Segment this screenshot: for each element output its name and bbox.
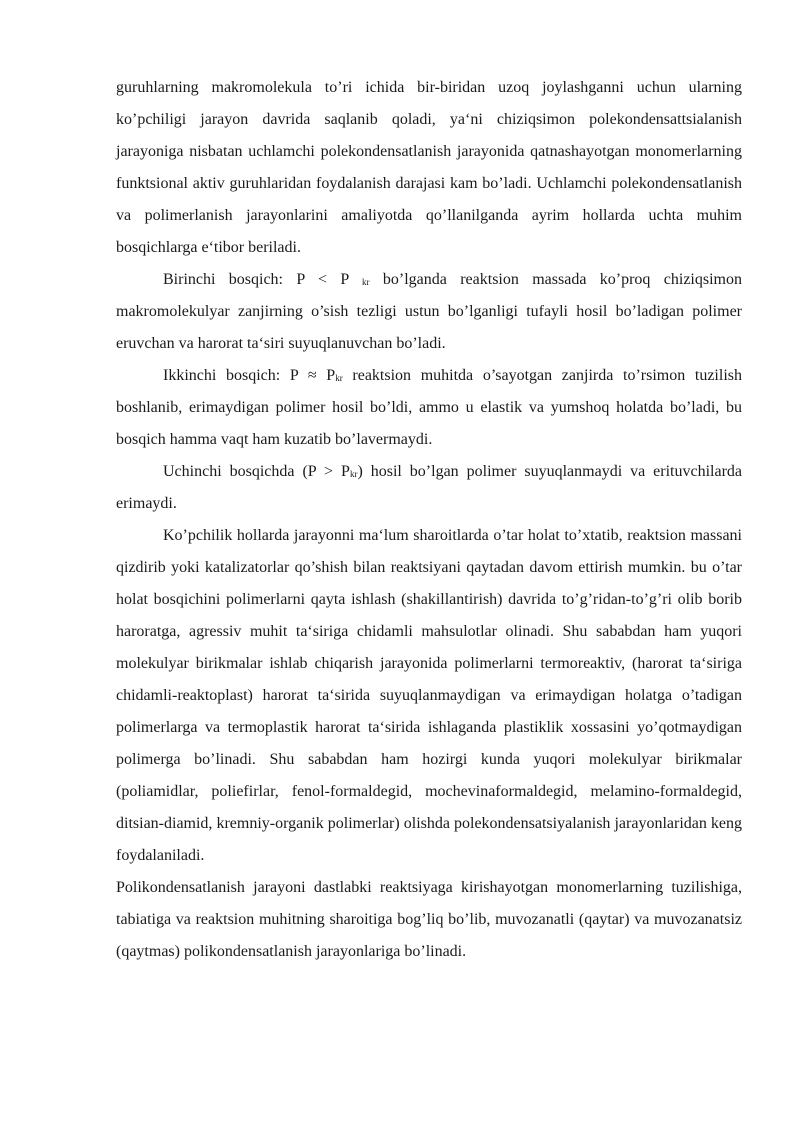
paragraph-intro: guruhlarning makromolekula to’ri ichida bir-biridan uzoq joylashganni uchun ularning ko’pchiligi jarayon davrida saqlanib qoladi, ya‘ni chiziqsimon polekondensattsialanish jarayoniga nisbatan uchlamchi polekondensatlanish jarayonida qatnashayotgan monomerlarning funktsional aktiv guruhlaridan foydalanish darajasi kam bo’ladi. Uchlamchi polekondensatlanish va polimerlanish jarayonlarini amaliyotda qo’llanilganda ayrim hollarda uchta muhim bosqichlarga e‘tibor beriladi. bbox=[116, 79, 742, 256]
paragraph-stage-one bbox=[116, 264, 742, 360]
stage-three-text-start: Uchinchi bosqichda (P > P bbox=[163, 463, 350, 480]
document-page bbox=[116, 72, 742, 968]
paragraph-stage-two bbox=[116, 360, 742, 456]
stage-two-subscript: kr bbox=[335, 373, 343, 383]
paragraph-stage-three bbox=[116, 456, 742, 520]
paragraph-polycondensation: Polikondensatlanish jarayoni dastlabki reaktsiyaga kirishayotgan monomerlarning tuzilishiga, tabiatiga va reaktsion muhitning sharoitiga bog’liq bo’lib, muvozanatli (qaytar) va muvozanatsiz (qaytmas) polikondensatlanish jarayonlariga bo’linadi. bbox=[116, 879, 742, 960]
stage-three-subscript: kr bbox=[349, 469, 358, 479]
stage-two-text-start: Ikkinchi bosqich: P ≈ P bbox=[163, 367, 336, 384]
stage-one-text-start: Birinchi bosqich: P < P bbox=[163, 271, 363, 288]
stage-three-text-end: ) hosil bo’lgan polimer suyuqlanmaydi va erituvchilarda erimaydi. bbox=[116, 463, 743, 512]
paragraph-transition-state: Ko’pchilik hollarda jarayonni ma‘lum sharoitlarda o’tar holat to’xtatib, reaktsion massani qizdirib yoki katalizatorlar qo’shish bilan reaktsiyani qaytadan davom ettirish mumkin. bu o’tar holat bosqichini polimerlarni qayta ishlash (shakillantirish) davrida to’g’ridan-to’g’ri olib borib haroratga, agressiv muhit ta‘siriga chidamli mahsulotlar olinadi. Shu sababdan ham yuqori molekulyar birikmalar ishlab chiqarish jarayonida polimerlarni termoreaktiv, (harorat ta‘siriga chidamli-reaktoplast) harorat ta‘sirida suyuqlanmaydigan va erimaydigan holatga o’tadigan polimerlarga va termoplastik harorat ta‘sirida ishlaganda plastiklik xossasini yo’qotmaydigan polimerga bo’linadi. Shu sababdan ham hozirgi kunda yuqori molekulyar birikmalar (poliamidlar, poliefirlar, fenol-formaldegid, mochevinaformaldegid, melamino-formaldegid, ditsian-diamid, kremniy-organik polimerlar) olishda polekondensatsiyalanish jarayonlaridan keng foydalaniladi. bbox=[116, 527, 742, 864]
stage-one-subscript: kr bbox=[362, 277, 370, 287]
stage-two-text-end: reaktsion muhitda o’sayotgan zanjirda to’rsimon tuzilish boshlanib, erimaydigan polimer hosil bo’ldi, ammo u elastik va yumshoq holatda bo’ladi, bu bosqich hamma vaqt ham kuzatib bo’lavermaydi. bbox=[116, 367, 742, 448]
stage-one-text-end: bo’lganda reaktsion massada ko’proq chiziqsimon makromolekulyar zanjirning o’sish tezligi ustun bo’lganligi tufayli hosil bo’ladigan polimer eruvchan va harorat ta‘siri suyuqlanuvchan bo’ladi. bbox=[116, 271, 742, 352]
